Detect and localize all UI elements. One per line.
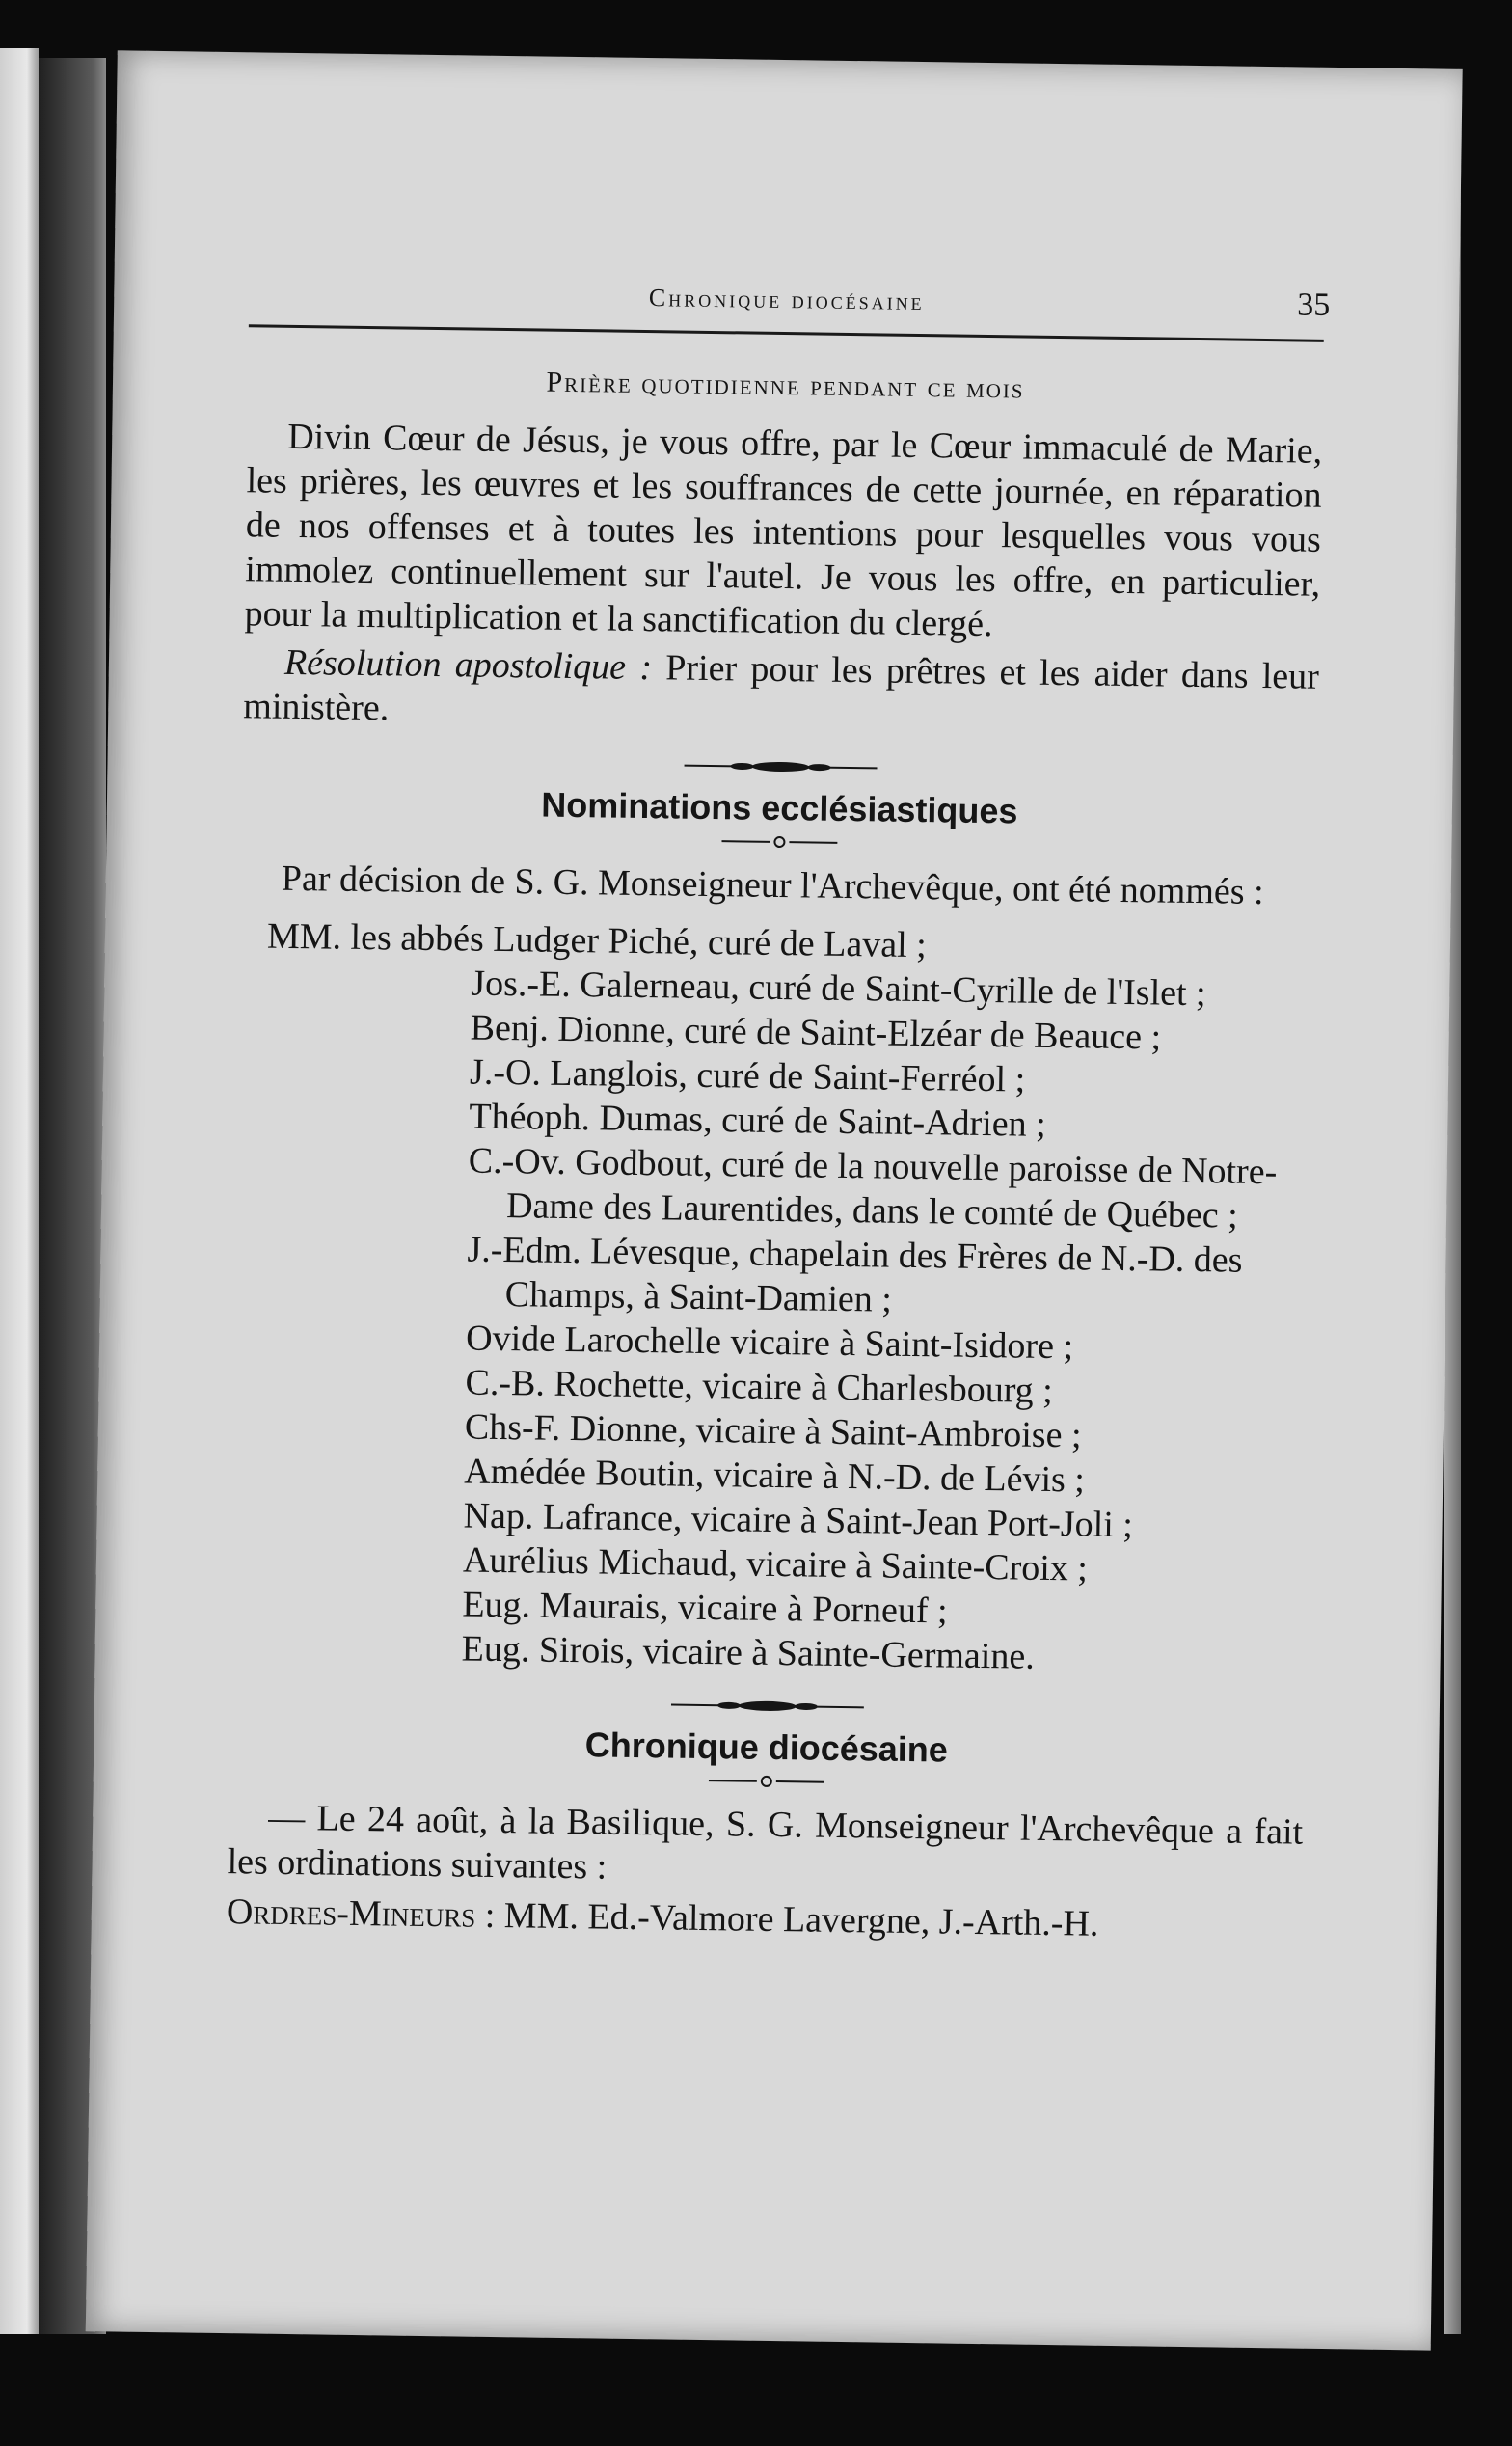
- list-item: Aurélius Michaud, vicaire à Sainte-Croix ;: [462, 1539, 1089, 1590]
- book-page: [86, 50, 1463, 2350]
- resolution-label: Résolution apostolique :: [284, 641, 653, 689]
- ordres-mineurs-line: [227, 1889, 1303, 1949]
- list-item: C.-Ov. Godbout, curé de la nouvelle paroisse de Notre-Dame des Laurentides, dans le comté de Québec ;: [468, 1140, 1278, 1237]
- list-item: Amédée Boutin, vicaire à N.-D. de Lévis ;: [463, 1451, 1086, 1501]
- circle-rule-icon: [721, 831, 837, 853]
- circle-rule-icon: [708, 1771, 824, 1792]
- list-item: Nap. Lafrance, vicaire à Saint-Jean Port-Joli ;: [463, 1495, 1134, 1546]
- adjacent-page-edge: [0, 48, 39, 2334]
- prayer-heading: Prière quotidienne pendant ce mois: [546, 366, 1025, 405]
- chronique-heading: Chronique diocésaine: [584, 1725, 949, 1770]
- ordres-text: MM. Ed.-Valmore Lavergne, J.-Arth.-H.: [495, 1895, 1099, 1944]
- resolution-text: Prier pour les prêtres et les aider dans leur ministère.: [243, 647, 1320, 729]
- running-head-title: Chronique diocésaine: [648, 284, 925, 316]
- list-item: Benj. Dionne, curé de Saint-Elzéar de Beauce ;: [470, 1007, 1162, 1058]
- ordres-label: Ordres-Mineurs :: [226, 1891, 496, 1936]
- list-item: Ovide Larochelle vicaire à Saint-Isidore ;: [465, 1318, 1074, 1368]
- prayer-text: Divin Cœur de Jésus, je vous offre, par le Cœur immaculé de Marie, les prières, les œuvres et les souffrances de cette journée, en réparation de nos offenses et à toutes les intentions pour lesquelles vous vous immolez continuellement sur l'autel. Je vous les offre, en particulier, pour la multiplication et la sanctification du clergé.: [244, 416, 1323, 645]
- ordination-intro: — Le 24 août, à la Basilique, S. G. Monseigneur l'Archevêque a fait les ordinations suivantes :: [227, 1797, 1304, 1888]
- list-item: Eug. Sirois, vicaire à Sainte-Germaine.: [461, 1628, 1036, 1677]
- nominations-intro: Par décision de S. G. Monseigneur l'Archevêque, ont été nommés :: [281, 857, 1264, 913]
- nominations-heading: Nominations ecclésiastiques: [541, 784, 1018, 831]
- list-item: Eug. Maurais, vicaire à Porneuf ;: [462, 1584, 948, 1632]
- page-content: [226, 264, 1331, 1948]
- list-item: Chs-F. Dionne, vicaire à Saint-Ambroise ;: [464, 1406, 1082, 1456]
- running-head: [249, 264, 1331, 342]
- list-item: C.-B. Rochette, vicaire à Charlesbourg ;: [465, 1362, 1054, 1412]
- ornament-icon: [670, 1696, 863, 1718]
- nominations-first-line: MM. les abbés Ludger Piché, curé de Laval ;: [266, 915, 928, 966]
- list-item: Théoph. Dumas, curé de Saint-Adrien ;: [469, 1096, 1047, 1145]
- page-number: 35: [1297, 286, 1331, 323]
- list-item: Jos.-E. Galerneau, curé de Saint-Cyrille de l'Islet ;: [471, 963, 1206, 1015]
- ornament-icon: [684, 756, 877, 778]
- list-item: J.-Edm. Lévesque, chapelain des Frères de N.-D. des Champs, à Saint-Damien ;: [467, 1229, 1243, 1320]
- nominations-list: [230, 913, 1315, 1682]
- resolution-paragraph: [243, 639, 1319, 744]
- list-item: J.-O. Langlois, curé de Saint-Ferréol ;: [469, 1051, 1026, 1101]
